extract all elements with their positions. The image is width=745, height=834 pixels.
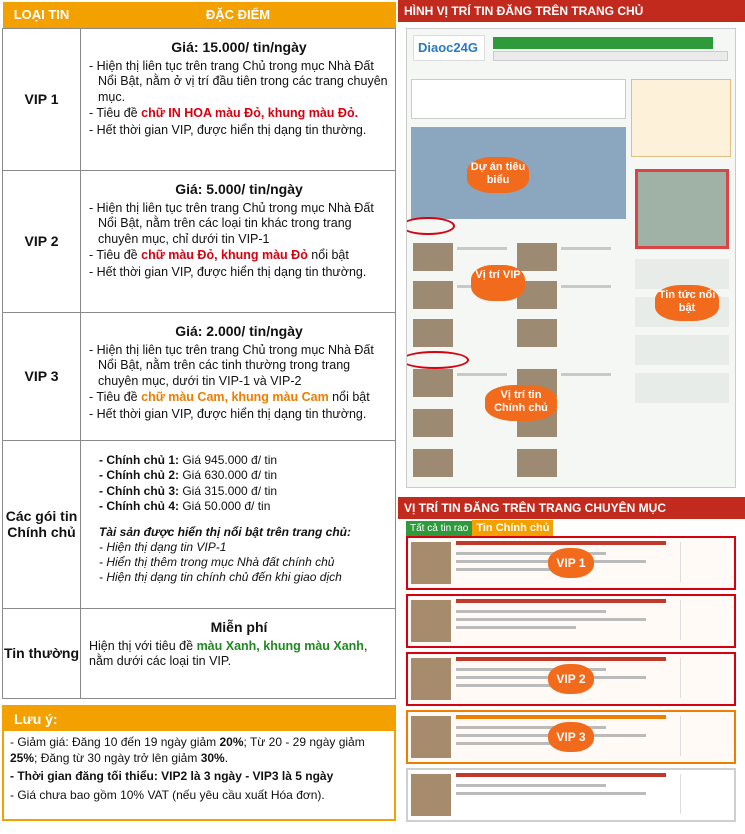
vip2-row: [3, 170, 396, 312]
listing-price: [680, 658, 730, 698]
listing-text: [457, 247, 507, 250]
vip3-row: [3, 312, 396, 440]
listing-thumb: [413, 319, 453, 347]
vip1-row: [3, 28, 396, 170]
listing-title: [456, 657, 666, 661]
site-navbar: [493, 37, 713, 49]
chinhchu-line-4: - Chính chủ 4: Giá 50.000 đ/ tin: [99, 499, 271, 514]
note-title: Lưu ý:: [4, 707, 394, 731]
chinhchu-note-title: Tài sản được hiển thị nổi bật trên trang chủ:: [99, 524, 351, 539]
sidebar-news: [635, 373, 729, 403]
listing-thumb: [517, 449, 557, 477]
chinhchu-note-3: - Hiện thị dạng tin chính chủ đến khi giao dịch: [99, 569, 342, 584]
list-item: [406, 710, 736, 764]
listing-title: [456, 599, 666, 603]
chinhchu-type: Các gói tin Chính chủ: [3, 440, 81, 608]
note-line-1: - Giảm giá: Đăng 10 đến 19 ngày giảm 20%; Từ 20 - 29 ngày giảm 25%; Đăng từ 30 ngày trở lên giảm 30%.: [10, 735, 365, 765]
home-position-title: HÌNH VỊ TRÍ TIN ĐĂNG TRÊN TRANG CHỦ: [398, 0, 745, 22]
vip3-bullet-3: - Hết thời gian VIP, được hiển thị dạng tin thường.: [89, 407, 367, 421]
tab-all-listings[interactable]: Tất cả tin rao: [406, 521, 472, 536]
featured-news-image: [635, 169, 729, 249]
category-listing: [406, 536, 736, 826]
listing-text: [456, 626, 576, 629]
list-item: [406, 594, 736, 648]
vip1-bullet-1: - Hiện thị liên tục trên trang Chủ trong mục Nhà Đất Nổi Bật, nằm ở vị trí đầu tiên trong các trang chuyên mục.: [89, 58, 388, 104]
vip2-bullet-2: - Tiêu đề chữ màu Đỏ, khung màu Đỏ nổi bật: [89, 248, 349, 263]
listing-thumb: [411, 774, 451, 816]
homepage-screenshot: [406, 28, 736, 488]
listing-thumb: [411, 658, 451, 700]
vip2-price: Giá: 5.000/ tin/ngày: [175, 180, 303, 197]
normal-row: [3, 608, 396, 698]
note-box: [2, 705, 396, 821]
note-line-3: - Giá chưa bao gồm 10% VAT (nếu yêu cầu xuất Hóa đơn).: [10, 787, 325, 802]
vip1-bullet-2: - Tiêu đề chữ IN HOA màu Đỏ, khung màu Đỏ.: [89, 106, 359, 121]
normal-type: Tin thường: [3, 608, 81, 698]
normal-desc: Hiện thị với tiêu đề màu Xanh, khung màu Xanh, nằm dưới các loại tin VIP.: [89, 638, 368, 669]
listing-thumb: [411, 600, 451, 642]
vip2-bullet-1: - Hiện thị liên tục trên trang Chủ trong mục Nhà Đất Nổi Bật, nằm trên các loại tin khác trong trang chuyên mục, chỉ dưới tin VIP-1: [89, 200, 374, 246]
vip2-label: VIP 2: [548, 664, 594, 694]
listing-thumb: [413, 243, 453, 271]
listing-thumb: [411, 716, 451, 758]
listing-text: [456, 784, 606, 787]
vip2-type: VIP 2: [3, 170, 81, 312]
chinhchu-line-1: - Chính chủ 1: Giá 945.000 đ/ tin: [99, 452, 278, 467]
site-logo: Diaoc24G: [413, 35, 485, 61]
pricing-table: [2, 2, 396, 699]
listing-price: [680, 542, 730, 582]
listing-thumb: [413, 449, 453, 477]
vip3-bullet-1: - Hiện thị liên tục trên trang Chủ trong mục Nhà Đất Nổi Bật, nằm trên các tinh thường trong trang chuyên mục, dưới tin VIP-1 và VIP-2: [89, 342, 374, 388]
listing-text: [561, 285, 611, 288]
site-ad-banner: [631, 79, 731, 157]
chinhchu-note-2: - Hiển thị thêm trong mục Nhà đất chính chủ: [99, 554, 335, 569]
vip2-bullet-3: - Hết thời gian VIP, được hiển thị dạng tin thường.: [89, 265, 367, 279]
listing-text: [561, 247, 611, 250]
chinhchu-line-3: - Chính chủ 3: Giá 315.000 đ/ tin: [99, 483, 278, 498]
listing-price: [680, 600, 730, 640]
listing-thumb: [411, 542, 451, 584]
listing-price: [680, 716, 730, 756]
callout-featured-project: Dự án tiêu biểu: [467, 157, 529, 193]
chinhchu-line-2: - Chính chủ 2: Giá 630.000 đ/ tin: [99, 468, 278, 483]
pricing-panel: [2, 2, 396, 699]
note-line-2: - Thời gian đăng tối thiểu: VIP2 là 3 ngày - VIP3 là 5 ngày: [10, 769, 334, 784]
listing-title: [456, 773, 666, 777]
desc-column-header: ĐẶC ĐIỂM: [81, 2, 396, 28]
listing-thumb: [517, 319, 557, 347]
listing-title: [456, 541, 666, 545]
callout-chinhchu-position: Vị trí tin Chính chủ: [485, 385, 557, 421]
listing-text: [456, 792, 646, 795]
category-position-title: VỊ TRÍ TIN ĐĂNG TRÊN TRANG CHUYÊN MỤC: [398, 497, 745, 519]
illustration-panel: [398, 0, 745, 834]
listing-title: [456, 715, 666, 719]
vip3-label: VIP 3: [548, 722, 594, 752]
callout-featured-news: Tin tức nổi bật: [655, 285, 719, 321]
listing-text: [561, 373, 611, 376]
site-filter: [411, 79, 626, 119]
category-tabs: [406, 518, 736, 534]
vip3-type: VIP 3: [3, 312, 81, 440]
chinhchu-note-1: - Hiện thị dạng tin VIP-1: [99, 539, 227, 554]
type-column-header: LOẠI TIN: [3, 2, 81, 28]
listing-text: [457, 373, 507, 376]
normal-price: Miễn phí: [210, 618, 268, 635]
tab-chinhchu[interactable]: Tin Chính chủ: [472, 520, 553, 536]
vip1-bullet-3: - Hết thời gian VIP, được hiển thị dạng tin thường.: [89, 123, 367, 137]
list-item: [406, 536, 736, 590]
vip-section-marker: [406, 217, 455, 235]
vip1-type: VIP 1: [3, 28, 81, 170]
vip3-price: Giá: 2.000/ tin/ngày: [175, 322, 303, 339]
listing-thumb: [413, 409, 453, 437]
vip3-bullet-2: - Tiêu đề chữ màu Cam, khung màu Cam nổi bật: [89, 390, 370, 405]
list-item: [406, 652, 736, 706]
chinhchu-row: [3, 440, 396, 608]
listing-price: [680, 774, 730, 814]
chinhchu-section-marker: [406, 351, 469, 369]
list-item: [406, 768, 736, 822]
listing-text: [456, 610, 606, 613]
listing-thumb: [413, 369, 453, 397]
listing-thumb: [413, 281, 453, 309]
site-searchbar: [493, 51, 728, 61]
callout-vip-position: Vị trí VIP: [471, 265, 525, 301]
listing-text: [456, 618, 646, 621]
sidebar-news: [635, 335, 729, 365]
listing-thumb: [517, 243, 557, 271]
vip1-price: Giá: 15.000/ tin/ngày: [171, 38, 307, 55]
vip1-label: VIP 1: [548, 548, 594, 578]
